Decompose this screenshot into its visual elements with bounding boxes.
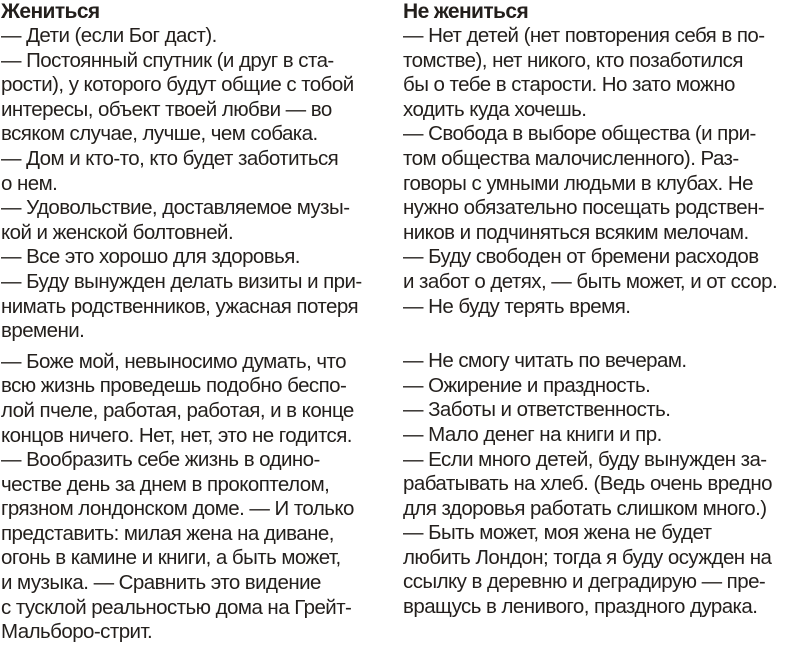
text-line: представить: милая жена на диване,: [1, 521, 334, 545]
text-line: том общества малочисленного). Раз-: [403, 146, 739, 170]
text-line: — Дом и кто-то, кто будет заботиться: [1, 146, 339, 170]
text-line: — Все это хорошо для здоровья.: [1, 245, 300, 269]
text-line: всю жизнь проведешь подобно беспо-: [1, 374, 347, 398]
text-line: времени.: [1, 319, 85, 343]
text-line: нимать родственников, ужасная потеря: [1, 294, 359, 318]
column-heading: Жениться: [1, 0, 100, 23]
text-line: бы о тебе в старости. Но зато можно: [403, 73, 735, 97]
column-heading: Не жениться: [403, 0, 529, 23]
text-block: [403, 349, 790, 620]
text-line: томстве), нет никого, кто позаботился: [403, 48, 743, 72]
text-line: — Дети (если Бог даст).: [1, 24, 217, 47]
text-line: — Мало денег на книги и пр.: [403, 422, 662, 446]
text-line: лой пчеле, работая, работая, и в конце: [1, 398, 354, 422]
text-line: Мальборо-стрит.: [1, 620, 153, 644]
text-line: кой и женской болтовней.: [1, 220, 234, 244]
text-block: [1, 350, 393, 645]
text-line: любить Лондон; тогда я буду осужден на: [403, 545, 772, 569]
paragraph-gap: [403, 319, 790, 349]
text-line: рости), у которого будут общие с тобой: [1, 73, 354, 97]
text-line: — Если много детей, буду вынужден за-: [403, 447, 767, 471]
text-line: — Буду свободен от бремени расходов: [403, 245, 759, 269]
text-line: — Не буду терять время.: [403, 294, 631, 318]
text-line: интересы, объект твоей любви — во: [1, 97, 332, 121]
text-line: о нем.: [1, 171, 58, 195]
text-line: концов ничего. Нет, нет, это не годится.: [1, 423, 352, 447]
text-line: с тусклой реальностью дома на Грейт-: [1, 595, 352, 619]
text-line: вращусь в ленивого, праздного дурака.: [403, 595, 758, 619]
text-line: — Удовольствие, доставляемое музы-: [1, 196, 350, 220]
text-line: — Нет детей (нет повторения себя в по-: [403, 24, 765, 47]
column-not-marry: [403, 0, 790, 620]
text-line: ссылку в деревню и деградирую — пре-: [403, 570, 766, 594]
text-line: всяком случае, лучше, чем собака.: [1, 122, 318, 146]
text-line: честве день за днем в прокоптелом,: [1, 472, 330, 496]
text-line: — Буду вынужден делать визиты и при-: [1, 269, 362, 293]
text-line: и музыка. — Сравнить это видение: [1, 571, 321, 595]
text-line: говоры с умными людьми в клубах. Не: [403, 171, 753, 195]
text-line: рабатывать на хлеб. (Ведь очень вредно: [403, 472, 773, 496]
text-line: и забот о детях, — быть может, и от ссор.: [403, 269, 778, 293]
text-line: — Ожирение и праздность.: [403, 373, 651, 397]
text-line: — Не смогу читать по вечерам.: [403, 349, 687, 373]
text-line: — Постоянный спутник (и друг в ста-: [1, 48, 334, 72]
text-line: — Свобода в выборе общества (и при-: [403, 122, 756, 146]
text-line: для здоровья работать слишком много.): [403, 496, 767, 520]
text-line: ников и подчиняться всяким мелочам.: [403, 220, 749, 244]
text-line: — Быть может, моя жена не будет: [403, 521, 712, 545]
text-line: — Боже мой, невыносимо думать, что: [1, 349, 346, 373]
text-block: [1, 24, 393, 344]
text-line: ходить куда хочешь.: [403, 97, 587, 121]
text-line: — Заботы и ответственность.: [403, 398, 671, 422]
text-line: грязном лондонском доме. — И только: [1, 497, 354, 521]
text-line: нужно обязательно посещать родствен-: [403, 196, 765, 220]
text-line: — Вообразить себе жизнь в одино-: [1, 448, 320, 472]
text-block: [403, 24, 790, 319]
text-line: огонь в камине и книги, а быть может,: [1, 546, 341, 570]
column-marry: [1, 0, 393, 645]
